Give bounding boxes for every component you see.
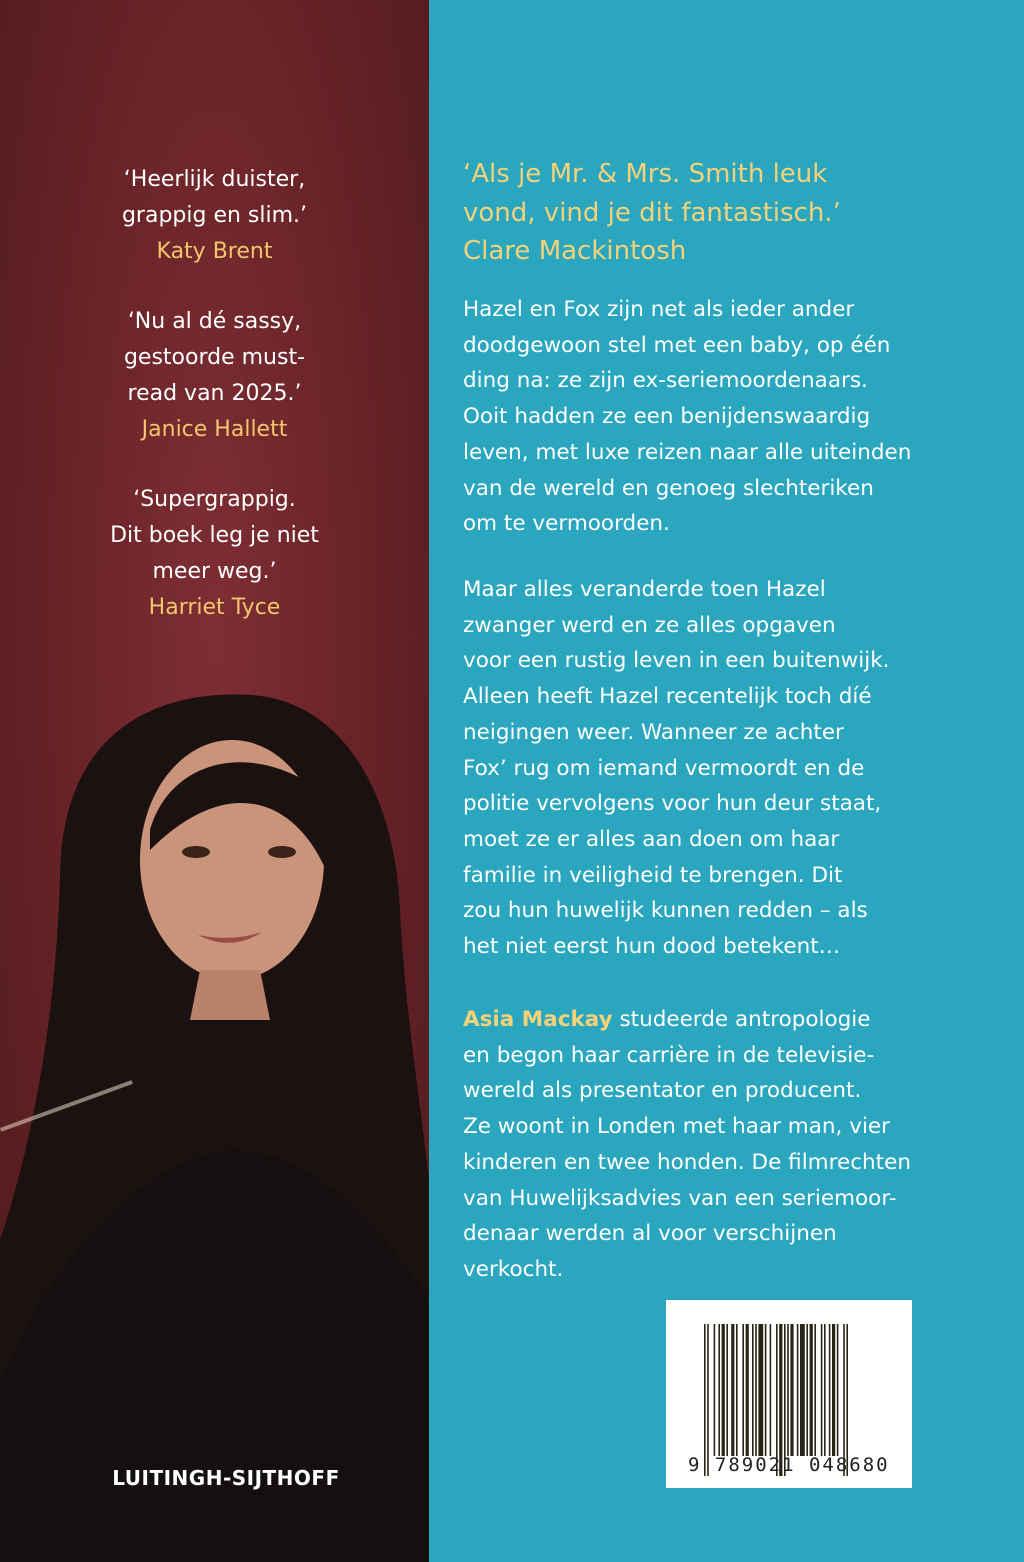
bio-line: studeerde antropologie (612, 1007, 871, 1032)
text-line: van Huwelijksadvies van een seriemoor- (463, 1185, 897, 1211)
barcode-bar (755, 1324, 757, 1456)
quote-line: ‘Heerlijk duister, (123, 167, 306, 192)
barcode-bar (736, 1324, 738, 1456)
main-quote (463, 155, 1003, 271)
barcode-bar (770, 1324, 772, 1456)
text-line: zwanger werd en ze alles opgaven (463, 612, 836, 638)
blurb-paragraph-1 (463, 292, 1003, 542)
barcode-bar (829, 1324, 831, 1456)
review-quote-1 (0, 162, 429, 270)
text-line: familie in veiligheid te brengen. Dit (463, 862, 843, 888)
quote-line: Dit boek leg je niet (110, 523, 319, 548)
barcode-bar (824, 1324, 826, 1456)
author-name: Asia Mackay (463, 1007, 613, 1032)
quote-line: gestoorde must- (123, 345, 306, 370)
isbn-barcode (666, 1300, 912, 1488)
barcode-bar (718, 1324, 720, 1456)
text-line: politie vervolgens voor hun deur staat, (463, 791, 882, 817)
review-quote-2 (0, 304, 429, 448)
text-line: Ze woont in Londen met haar man, vier (463, 1114, 890, 1140)
barcode-bar (742, 1324, 744, 1456)
author-photo (0, 680, 429, 1562)
text-line: om te vermoorden. (463, 511, 670, 537)
barcode-bar (810, 1324, 813, 1456)
barcode-bar (832, 1324, 835, 1456)
text-line: neigingen weer. Wanneer ze achter (463, 719, 844, 745)
barcode-bar (814, 1324, 816, 1456)
isbn-number: 9 789021 048680 (688, 1454, 890, 1476)
barcode-bar (800, 1324, 805, 1456)
text-line: denaar werden al voor verschijnen (463, 1221, 837, 1247)
text-line: voor een rustig leven in een buitenwijk. (463, 648, 890, 674)
barcode-bar (797, 1324, 799, 1456)
quote-author: Clare Mackintosh (463, 236, 687, 266)
text-line: ding na: ze zijn ex-seriemoordenaars. (463, 368, 868, 394)
text-line: Fox’ rug om iemand vermoordt en de (463, 755, 865, 781)
publisher-logo: LUITINGH-SIJTHOFF (112, 1466, 340, 1490)
text-line: wereld als presentator en producent. (463, 1078, 862, 1104)
quote-line: ‘Als je Mr. & Mrs. Smith leuk (463, 159, 828, 189)
barcode-bar (731, 1324, 734, 1456)
barcode-bar (726, 1324, 728, 1456)
barcode-bar (787, 1324, 789, 1456)
text-line: leven, met luxe reizen naar alle uiteinden (463, 439, 912, 465)
barcode-bar (714, 1324, 716, 1456)
barcode-bar (821, 1324, 823, 1456)
text-line: Ooit hadden ze een benijdenswaardig (463, 404, 871, 430)
text-line: zou hun huwelijk kunnen redden – als (463, 898, 868, 924)
barcode-bar (746, 1324, 749, 1456)
quote-author: Harriet Tyce (148, 595, 281, 620)
barcode-bar (765, 1324, 767, 1456)
barcode-bar (790, 1324, 793, 1456)
text-line: moet ze er alles aan doen om haar (463, 826, 840, 852)
author-bio (463, 1002, 1003, 1288)
quote-line: grappig en slim.’ (121, 203, 308, 228)
left-panel (0, 0, 429, 1562)
text-line: Hazel en Fox zijn net als ieder ander (463, 297, 855, 322)
quote-line: ‘Supergrappig. (133, 487, 296, 512)
quote-line: meer weg.’ (152, 559, 277, 584)
barcode-bar (722, 1324, 725, 1456)
quote-line: vond, vind je dit fantastisch.’ (463, 197, 841, 228)
text-line: doodgewoon stel met een baby, op één (463, 332, 891, 358)
quote-author: Janice Hallett (141, 417, 288, 442)
quote-author: Katy Brent (156, 239, 273, 264)
barcode-bar (758, 1324, 763, 1456)
text-line: kinderen en twee honden. De filmrechten (463, 1149, 911, 1175)
text-line: het niet eerst hun dood betekent… (463, 934, 841, 960)
text-line: Alleen heeft Hazel recentelijk toch díé (463, 684, 872, 710)
blurb-paragraph-2 (463, 572, 1003, 965)
text-line: en begon haar carrière in de televisie- (463, 1042, 875, 1068)
barcode-bar (752, 1324, 754, 1456)
review-quote-3 (0, 482, 429, 626)
quote-line: ‘Nu al dé sassy, (127, 309, 302, 334)
text-line: verkocht. (463, 1256, 564, 1282)
quote-line: read van 2025.’ (127, 381, 302, 406)
barcode-bar (837, 1324, 839, 1456)
barcode-bar (806, 1324, 808, 1456)
text-line: van de wereld en genoeg slechteriken (463, 475, 874, 501)
text-line: Maar alles veranderde toen Hazel (463, 577, 826, 602)
